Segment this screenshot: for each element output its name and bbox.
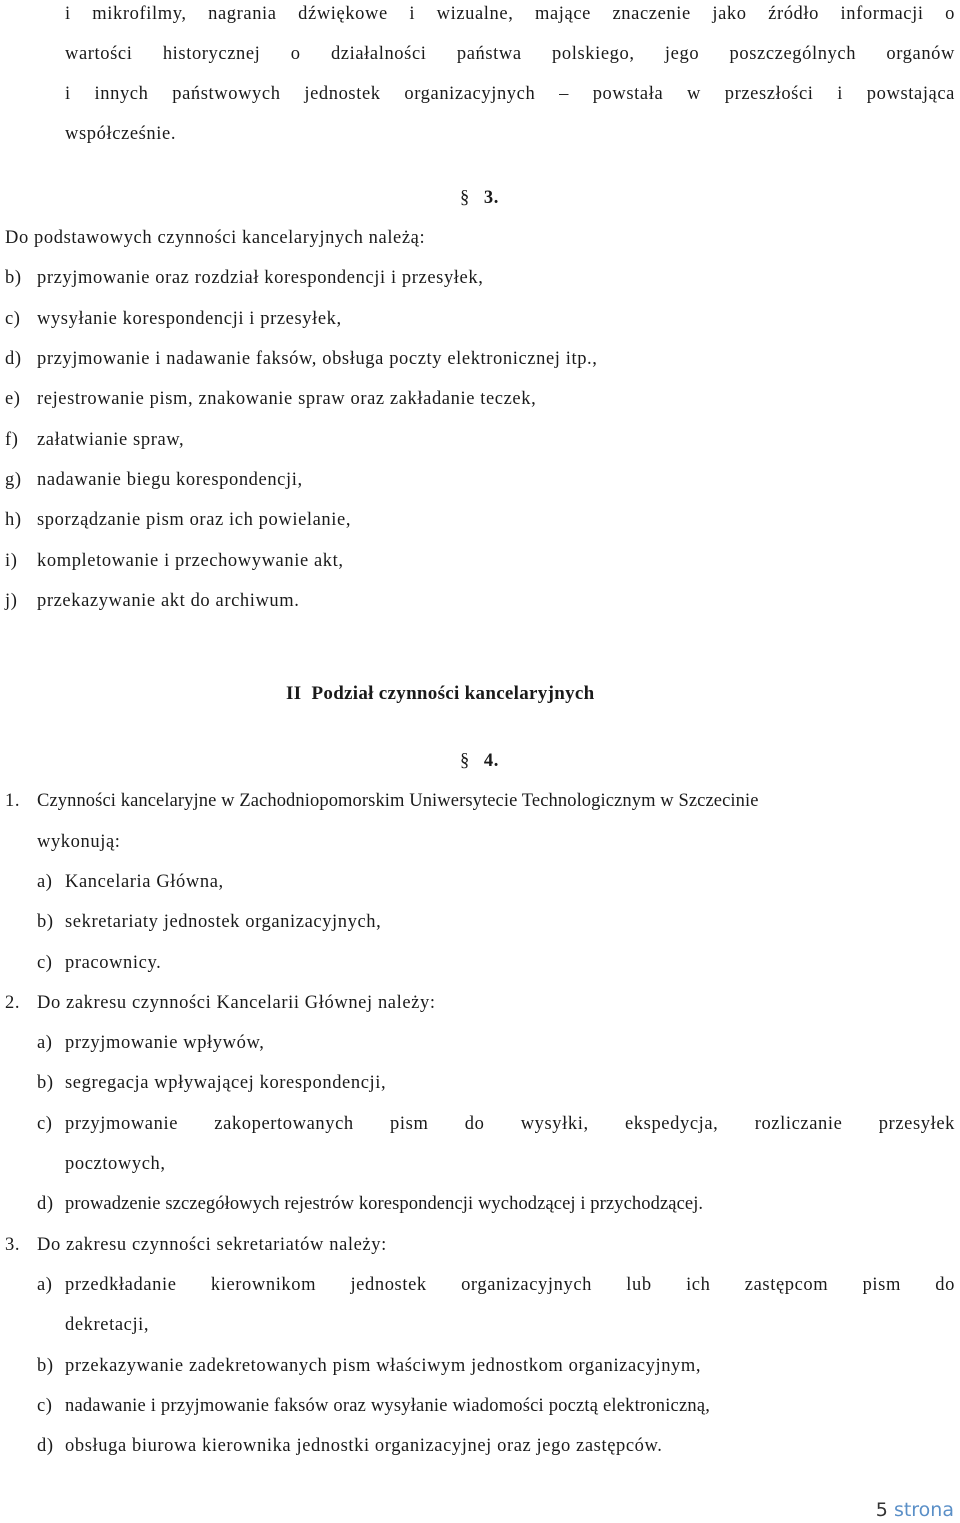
page-word: strona (893, 1499, 954, 1521)
list-marker: b) (37, 1073, 54, 1093)
page-footer (876, 1497, 954, 1523)
section-3-lead: Do podstawowych czynności kancelaryjnych należą: (5, 228, 426, 248)
list-marker: c) (37, 1396, 53, 1416)
section-number: 3. (483, 188, 499, 208)
list-item: segregacja wpływającej korespondencji, (65, 1073, 387, 1093)
list-marker: c) (5, 309, 21, 329)
list-marker: b) (37, 1356, 54, 1376)
paragraph-marker: 3. (5, 1235, 21, 1255)
list-marker: g) (5, 470, 22, 490)
list-marker: c) (37, 953, 53, 973)
list-item-continuation: pocztowych, (65, 1154, 166, 1174)
list-marker: a) (37, 872, 53, 892)
list-item: przedkładanie kierownikom jednostek organizacyjnych lub ich zastępcom pism do (65, 1275, 955, 1295)
paragraph-marker: 1. (5, 791, 21, 811)
paragraph-marker: 2. (5, 993, 21, 1013)
list-item: rejestrowanie pism, znakowanie spraw oraz zakładanie teczek, (37, 389, 537, 409)
paragraph-3-lead: Do zakresu czynności sekretariatów należy: (37, 1235, 387, 1255)
intro-line-4: współcześnie. (65, 124, 177, 144)
list-item: przyjmowanie i nadawanie faksów, obsługa poczty elektronicznej itp., (37, 349, 598, 369)
section-3-heading (460, 186, 499, 210)
paragraph-1-line-2: wykonują: (37, 832, 121, 852)
list-item: sekretariaty jednostek organizacyjnych, (65, 912, 382, 932)
intro-line-3: i innych państwowych jednostek organizacyjnych – powstała w przeszłości i powstająca (65, 84, 955, 104)
list-item: przyjmowanie zakopertowanych pism do wysyłki, ekspedycja, rozliczanie przesyłek (65, 1114, 955, 1134)
page-number: 5 (875, 1499, 888, 1521)
list-marker: a) (37, 1033, 53, 1053)
chapter-title: II Podział czynności kancelaryjnych (286, 683, 595, 704)
section-sign: § (460, 751, 470, 771)
list-item: Kancelaria Główna, (65, 872, 224, 892)
list-item: kompletowanie i przechowywanie akt, (37, 551, 344, 571)
list-item: załatwianie spraw, (37, 430, 185, 450)
list-item: przekazywanie akt do archiwum. (37, 591, 300, 611)
paragraph-1-line-1: Czynności kancelaryjne w Zachodniopomorskim Uniwersytecie Technologicznym w Szczecinie (37, 791, 759, 811)
intro-line-2: wartości historycznej o działalności państwa polskiego, jego poszczególnych organów (65, 44, 955, 64)
list-marker: a) (37, 1275, 53, 1295)
list-marker: d) (37, 1194, 54, 1214)
list-marker: f) (5, 430, 19, 450)
list-marker: d) (37, 1436, 54, 1456)
list-item: prowadzenie szczegółowych rejestrów korespondencji wychodzącej i przychodzącej. (65, 1194, 704, 1214)
section-sign: § (460, 188, 470, 208)
list-marker: b) (5, 268, 22, 288)
list-item: nadawanie biegu korespondencji, (37, 470, 303, 490)
paragraph-2-lead: Do zakresu czynności Kancelarii Głównej należy: (37, 993, 436, 1013)
list-marker: c) (37, 1114, 53, 1134)
list-item: przyjmowanie oraz rozdział korespondencji i przesyłek, (37, 268, 484, 288)
list-marker: i) (5, 551, 18, 571)
list-marker: j) (5, 591, 18, 611)
list-marker: d) (5, 349, 22, 369)
list-marker: e) (5, 389, 21, 409)
list-item: sporządzanie pism oraz ich powielanie, (37, 510, 352, 530)
list-item: pracownicy. (65, 953, 162, 973)
list-item: nadawanie i przyjmowanie faksów oraz wysyłanie wiadomości pocztą elektroniczną, (65, 1396, 711, 1416)
list-item: przekazywanie zadekretowanych pism właściwym jednostkom organizacyjnym, (65, 1356, 702, 1376)
list-marker: h) (5, 510, 22, 530)
list-item: przyjmowanie wpływów, (65, 1033, 265, 1053)
section-number: 4. (483, 751, 499, 771)
list-marker: b) (37, 912, 54, 932)
section-4-heading (460, 749, 499, 773)
intro-line-1: i mikrofilmy, nagrania dźwiękowe i wizualne, mające znaczenie jako źródło informacji o (65, 4, 955, 24)
list-item: wysyłanie korespondencji i przesyłek, (37, 309, 342, 329)
list-item: obsługa biurowa kierownika jednostki organizacyjnej oraz jego zastępców. (65, 1436, 663, 1456)
list-item-continuation: dekretacji, (65, 1315, 150, 1335)
